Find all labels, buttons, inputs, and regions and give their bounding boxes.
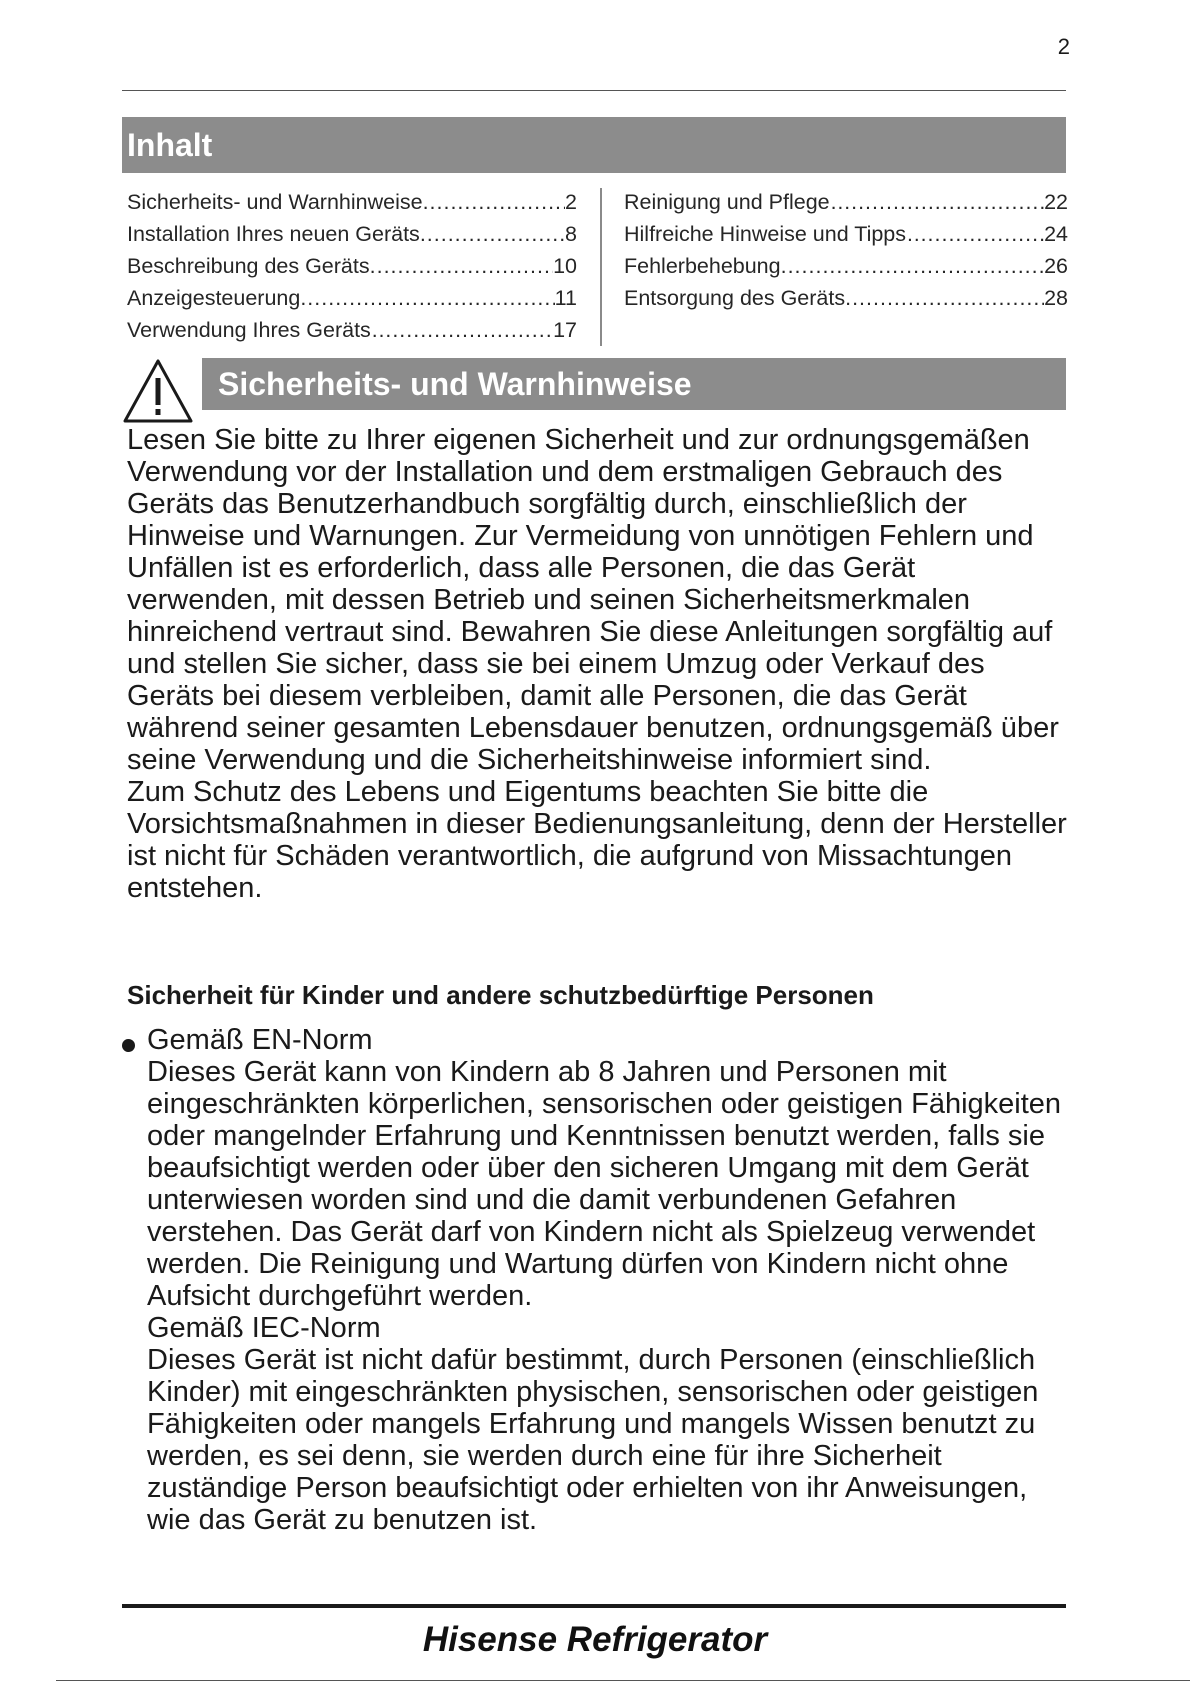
toc-leader-dots xyxy=(420,218,565,250)
toc-item-page: 2 xyxy=(565,190,577,214)
toc-item[interactable] xyxy=(127,282,577,314)
footer-divider xyxy=(56,1680,1190,1681)
toc-item[interactable] xyxy=(624,186,1068,218)
iec-norm-text: Dieses Gerät ist nicht dafür bestimmt, durch Personen (einschließlich Kinder) mit eingeschränkten physischen, sensorischen oder geistigen Fähigkeiten oder mangels Erfahrung und mangels Wissen benutzt zu werden, es sei denn, sie werden durch eine für ihre Sicherheit zuständige Person beaufsichtigt oder erhielten von ihr Anweisungen, wie das Gerät zu benutzen ist. xyxy=(147,1344,1039,1536)
toc-leader-dots xyxy=(392,314,553,346)
warning-icon xyxy=(122,358,194,424)
toc-item[interactable] xyxy=(624,250,1068,282)
toc-item[interactable] xyxy=(624,282,1068,314)
toc-left-column xyxy=(127,186,577,346)
bullet-dot-icon xyxy=(122,1039,135,1052)
brand-footer: Hisense Refrigerator xyxy=(422,1620,768,1659)
toc-item-page: 10 xyxy=(553,254,577,278)
toc-item-title: Verwendung Ihres Geräts… xyxy=(127,318,393,342)
toc-item-title: Anzeigesteuerung xyxy=(127,286,301,310)
toc-item-page: 11 xyxy=(554,286,577,310)
toc-item[interactable] xyxy=(127,314,577,346)
toc-leader-dots xyxy=(851,186,1044,218)
iec-norm-label: Gemäß IEC-Norm xyxy=(147,1312,381,1344)
subheading: Sicherheit für Kinder und andere schutzbedürftige Personen xyxy=(127,980,874,1010)
toc-item[interactable] xyxy=(624,218,1068,250)
page-number: 2 xyxy=(1057,34,1070,59)
toc-right-column xyxy=(624,186,1068,314)
intro-paragraph: Zum Schutz des Lebens und Eigentums beachten Sie bitte die Vorsichtsmaßnahmen in dieser Bedienungsanleitung, denn der Hersteller ist nicht für Schäden verantwortlich, die aufgrund von Missachtungen entstehen. xyxy=(127,776,1067,904)
toc-item-title: Entsorgung des Geräts xyxy=(624,286,846,310)
toc-item-page: 17 xyxy=(553,318,577,342)
toc-item-page: 26 xyxy=(1044,254,1068,278)
toc-leader-dots xyxy=(928,218,1045,250)
toc-leader-dots xyxy=(423,186,565,218)
en-norm-text: Dieses Gerät kann von Kindern ab 8 Jahren und Personen mit eingeschränkten körperlichen, sensorischen oder geistigen Fähigkeiten oder mangelnder Erfahrung und Kenntnissen benutzt werden, falls sie beaufsichtigt werden oder über den sicheren Umgang mit dem Gerät unterwiesen worden sind und die damit verbundenen Gefahren verstehen. Das Gerät darf von Kindern nicht als Spielzeug verwendet werden. Die Reinigung und Wartung dürfen von Kindern nicht ohne Aufsicht durchgeführt werden. xyxy=(147,1056,1062,1312)
toc-item-page: 22 xyxy=(1044,190,1068,214)
toc-item[interactable] xyxy=(127,250,577,282)
toc-heading: Inhalt xyxy=(122,117,1066,173)
toc-item-title: Reinigung und Pflege… xyxy=(624,190,852,214)
toc-item-page: 8 xyxy=(565,222,577,246)
toc-item-page: 28 xyxy=(1044,286,1068,310)
toc-item-title: Hilfreiche Hinweise und Tipps… xyxy=(624,222,928,246)
toc-item-page: 24 xyxy=(1044,222,1068,246)
en-norm-label: Gemäß EN-Norm xyxy=(147,1024,373,1056)
toc-column-separator xyxy=(600,188,602,346)
toc-leader-dots xyxy=(845,282,1044,314)
toc-item-title: Installation Ihres neuen Geräts xyxy=(127,222,420,246)
bullet-content xyxy=(147,1024,1072,1536)
intro-paragraph: Lesen Sie bitte zu Ihrer eigenen Sicherheit und zur ordnungsgemäßen Verwendung vor der Installation und dem erstmaligen Gebrauch des Geräts das Benutzerhandbuch sorgfältig durch, einschließlich der Hinweise und Warnungen. Zur Vermeidung von unnötigen Fehlern und Unfällen ist es erforderlich, dass alle Personen, die das Gerät verwenden, mit dessen Betrieb und seinen Sicherheitsmerkmalen hinreichend vertraut sind. Bewahren Sie diese Anleitungen sorgfältig auf und stellen Sie sicher, dass sie bei einem Umzug oder Verkauf des Geräts bei diesem verbleiben, damit alle Personen, die das Gerät während seiner gesamten Lebensdauer benutzen, ordnungsgemäß über seine Verwendung und die Sicherheitshinweise informiert sind. xyxy=(127,424,1059,776)
toc-item[interactable] xyxy=(127,186,577,218)
toc-leader-dots xyxy=(300,282,554,314)
toc-item-title: Fehlerbehebung xyxy=(624,254,781,278)
top-divider xyxy=(122,90,1066,91)
toc-item-title: Sicherheits- und Warnhinweise xyxy=(127,190,423,214)
toc-leader-dots xyxy=(781,250,1044,282)
section-heading: Sicherheits- und Warnhinweise xyxy=(202,358,1066,410)
toc-item[interactable] xyxy=(127,218,577,250)
toc-item-title: Beschreibung des Geräts xyxy=(127,254,370,278)
intro-text xyxy=(127,424,1072,904)
bottom-divider xyxy=(122,1604,1066,1608)
toc-leader-dots xyxy=(370,250,553,282)
